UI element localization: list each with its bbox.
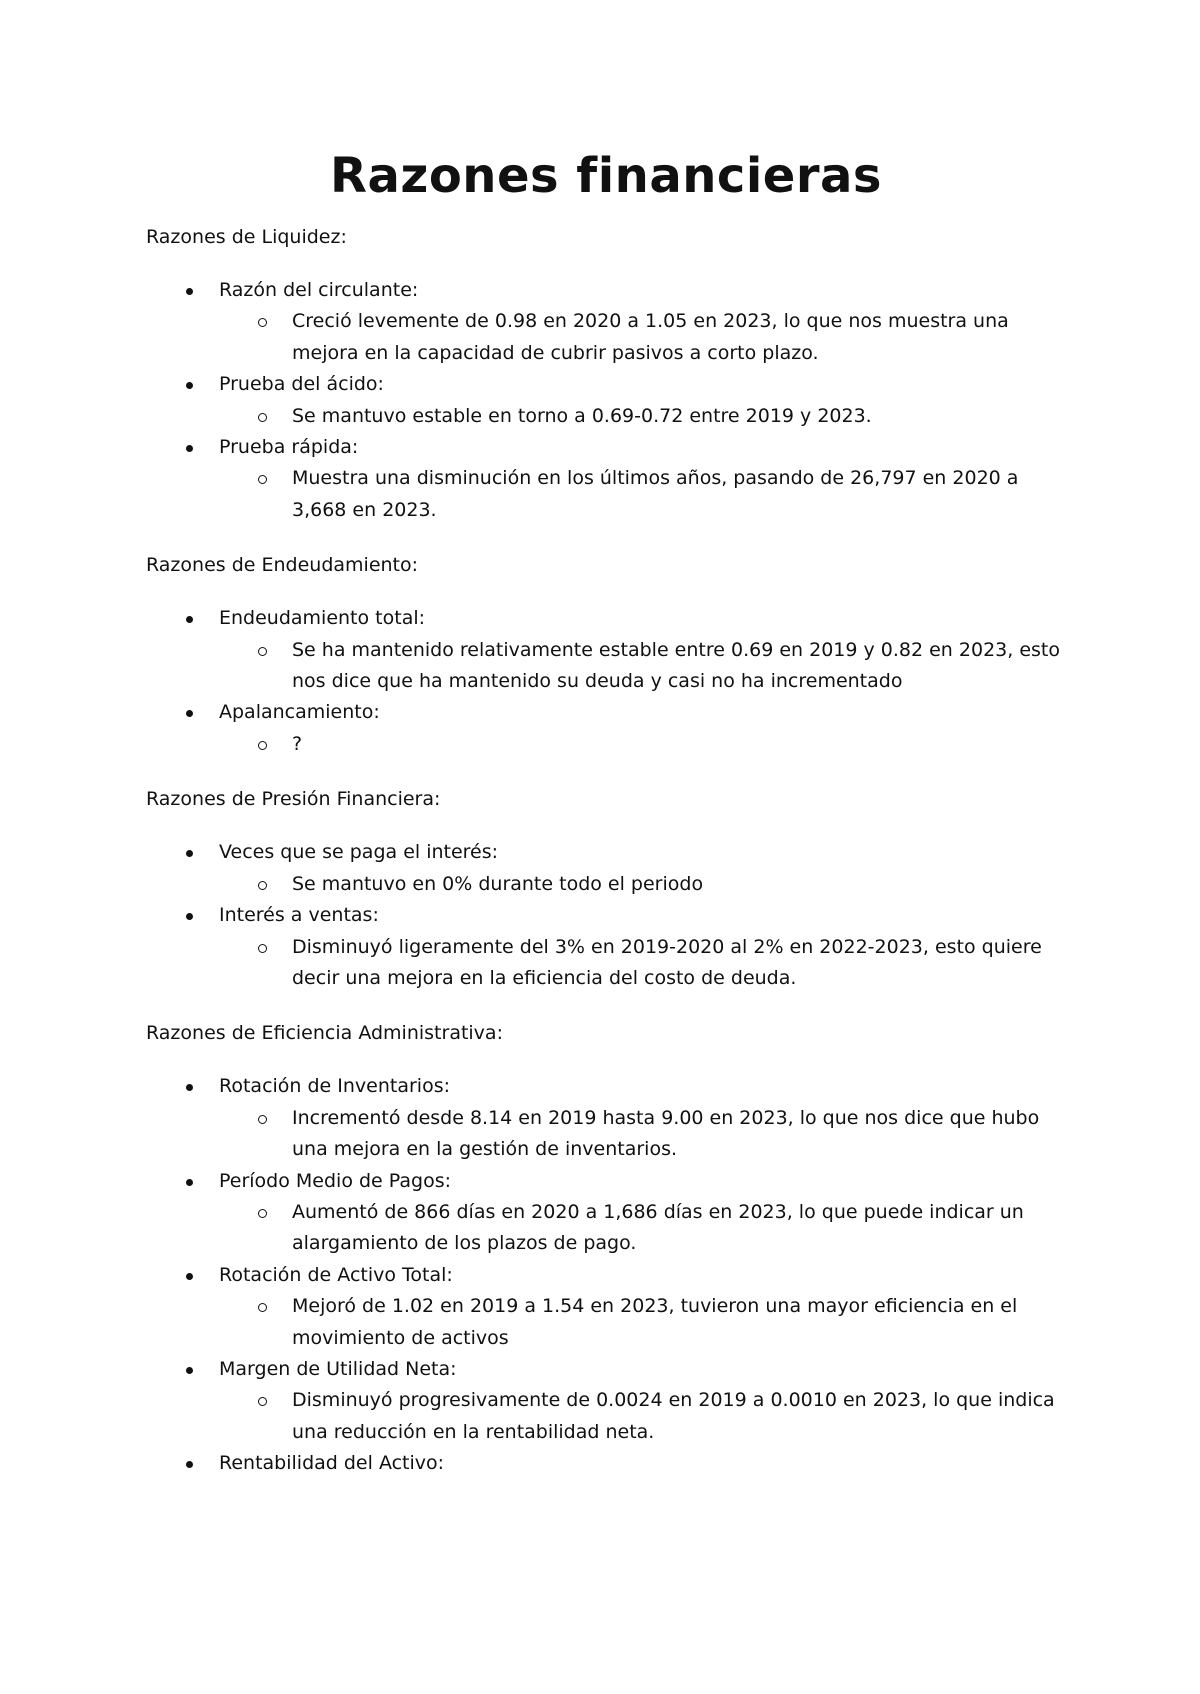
- ratio-item: [146, 1448, 1066, 1479]
- bullet-icon: [186, 850, 193, 857]
- ratio-label: Rentabilidad del Activo:: [219, 1452, 445, 1475]
- detail-item: [219, 729, 1066, 760]
- detail-item: [219, 1291, 1066, 1354]
- bullet-icon: [186, 288, 193, 295]
- detail-item: [219, 1103, 1066, 1166]
- detail-list: [219, 1103, 1066, 1166]
- circle-bullet-icon: [258, 1397, 267, 1406]
- detail-text: Muestra una disminución en los últimos años, pasando de 26,797 en 2020 a 3,668 en 2023.: [292, 467, 1019, 521]
- detail-item: [219, 401, 1066, 432]
- ratio-item: [146, 275, 1066, 369]
- ratio-label: Rotación de Inventarios:: [219, 1075, 451, 1098]
- detail-text: Se mantuvo estable en torno a 0.69-0.72 entre 2019 y 2023.: [292, 404, 872, 427]
- ratio-label: Veces que se paga el interés:: [219, 841, 499, 864]
- ratio-item: [146, 369, 1066, 432]
- circle-bullet-icon: [258, 1303, 267, 1312]
- detail-list: [219, 463, 1066, 526]
- ratio-item: [146, 1260, 1066, 1354]
- detail-text: ?: [292, 732, 303, 755]
- detail-list: [219, 635, 1066, 698]
- ratio-item: [146, 603, 1066, 697]
- ratio-label: Prueba del ácido:: [219, 373, 384, 396]
- detail-item: [219, 1197, 1066, 1260]
- ratio-label: Apalancamiento:: [219, 701, 380, 724]
- section-heading: Razones de Liquidez:: [146, 226, 347, 248]
- circle-bullet-icon: [258, 1209, 267, 1218]
- bullet-icon: [186, 1273, 193, 1280]
- detail-list: [219, 401, 1066, 432]
- circle-bullet-icon: [258, 881, 267, 890]
- detail-list: [219, 1291, 1066, 1354]
- ratio-list: [146, 275, 1066, 526]
- ratio-list: [146, 1071, 1066, 1479]
- ratio-label: Interés a ventas:: [219, 904, 379, 927]
- ratio-label: Razón del circulante:: [219, 279, 419, 301]
- detail-list: [219, 306, 1066, 369]
- bullet-icon: [186, 1461, 193, 1468]
- detail-text: Se mantuvo en 0% durante todo el periodo: [292, 872, 704, 895]
- ratio-item: [146, 432, 1066, 526]
- circle-bullet-icon: [258, 475, 267, 484]
- detail-text: Creció levemente de 0.98 en 2020 a 1.05 en 2023, lo que nos muestra una mejora en la capacidad de cubrir pasivos a corto plazo.: [292, 310, 1009, 364]
- bullet-icon: [186, 710, 193, 717]
- section: [146, 222, 1066, 526]
- ratio-list: [146, 603, 1066, 760]
- circle-bullet-icon: [258, 741, 267, 750]
- sections-container: [146, 222, 1066, 1480]
- ratio-item: [146, 1166, 1066, 1260]
- bullet-icon: [186, 445, 193, 452]
- section: [146, 784, 1066, 994]
- circle-bullet-icon: [258, 318, 267, 327]
- circle-bullet-icon: [258, 647, 267, 656]
- ratio-item: [146, 1071, 1066, 1165]
- detail-item: [219, 635, 1066, 698]
- detail-item: [219, 1385, 1066, 1448]
- ratio-item: [146, 1354, 1066, 1448]
- ratio-label: Prueba rápida:: [219, 436, 359, 459]
- document-title: Razones financieras: [330, 148, 882, 204]
- detail-item: [219, 463, 1066, 526]
- circle-bullet-icon: [258, 944, 267, 953]
- detail-text: Aumentó de 866 días en 2020 a 1,686 días en 2023, lo que puede indicar un alargamiento de los plazos de pago.: [292, 1200, 1024, 1255]
- detail-text: Disminuyó ligeramente del 3% en 2019-2020 al 2% en 2022-2023, esto quiere decir una mejora en la eficiencia del costo de deuda.: [292, 935, 1042, 989]
- bullet-icon: [186, 616, 193, 623]
- section-heading: Razones de Presión Financiera:: [146, 788, 441, 811]
- detail-text: Se ha mantenido relativamente estable entre 0.69 en 2019 y 0.82 en 2023, esto nos dice que ha mantenido su deuda y casi no ha incrementado: [292, 638, 1060, 693]
- ratio-item: [146, 697, 1066, 760]
- ratio-item: [146, 900, 1066, 994]
- bullet-icon: [186, 1084, 193, 1091]
- detail-list: [219, 1197, 1066, 1260]
- detail-list: [219, 932, 1066, 995]
- detail-item: [219, 932, 1066, 995]
- ratio-item: [146, 837, 1066, 900]
- circle-bullet-icon: [258, 1115, 267, 1124]
- circle-bullet-icon: [258, 413, 267, 422]
- section-heading: Razones de Endeudamiento:: [146, 554, 419, 577]
- detail-item: [219, 306, 1066, 369]
- ratio-label: Endeudamiento total:: [219, 607, 426, 630]
- bullet-icon: [186, 1367, 193, 1374]
- bullet-icon: [186, 913, 193, 920]
- bullet-icon: [186, 1179, 193, 1186]
- detail-list: [219, 1385, 1066, 1448]
- document-page: [146, 146, 1066, 1504]
- detail-text: Mejoró de 1.02 en 2019 a 1.54 en 2023, tuvieron una mayor eficiencia en el movimiento de activos: [292, 1295, 1018, 1349]
- section: [146, 1018, 1066, 1479]
- detail-text: Incrementó desde 8.14 en 2019 hasta 9.00 en 2023, lo que nos dice que hubo una mejora en la gestión de inventarios.: [292, 1106, 1040, 1161]
- detail-text: Disminuyó progresivamente de 0.0024 en 2019 a 0.0010 en 2023, lo que indica una reducción en la rentabilidad neta.: [292, 1389, 1055, 1443]
- section: [146, 550, 1066, 760]
- detail-item: [219, 869, 1066, 900]
- ratio-label: Margen de Utilidad Neta:: [219, 1357, 457, 1380]
- ratio-list: [146, 837, 1066, 994]
- detail-list: [219, 869, 1066, 900]
- ratio-label: Rotación de Activo Total:: [219, 1263, 453, 1286]
- ratio-label: Período Medio de Pagos:: [219, 1169, 452, 1192]
- bullet-icon: [186, 382, 193, 389]
- section-heading: Razones de Eficiencia Administrativa:: [146, 1022, 503, 1045]
- detail-list: [219, 729, 1066, 760]
